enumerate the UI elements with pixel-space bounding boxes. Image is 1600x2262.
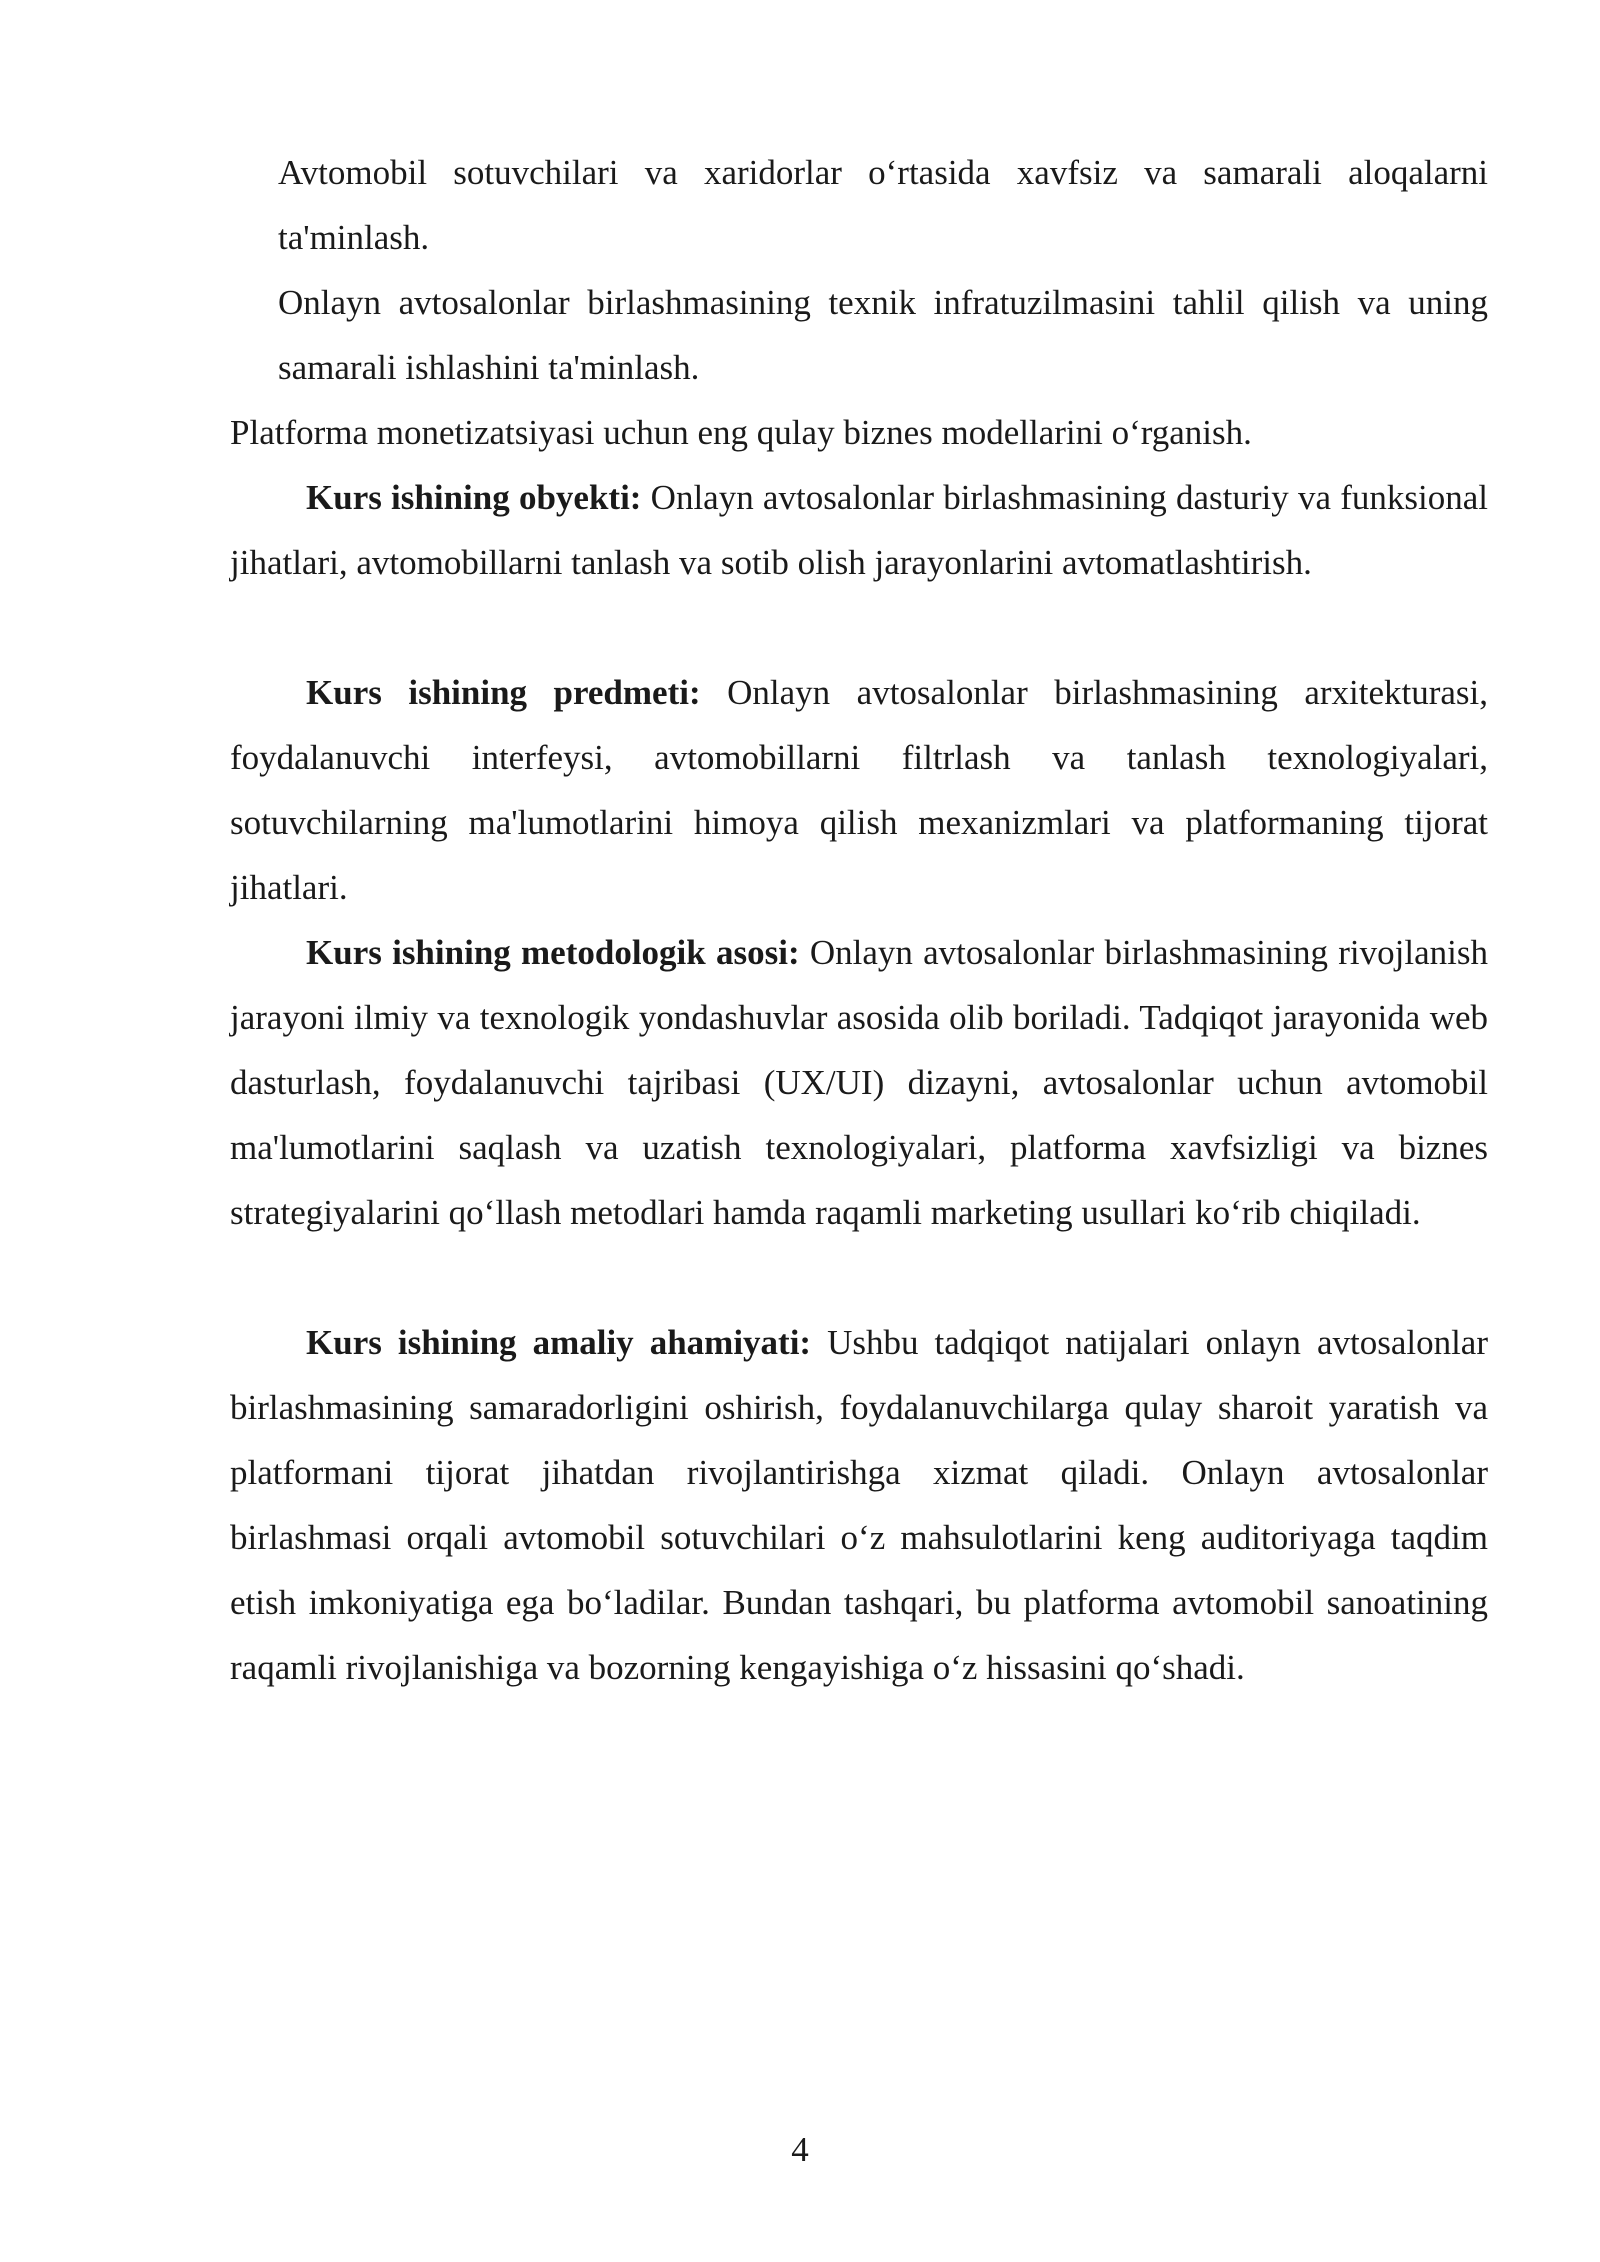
subject-text: Onlayn avtosalonlar birlashmasining arxitekturasi, foydalanuvchi interfeysi, avtomobillarni filtrlash va tanlash texnologiyalari, sotuvchilarning ma'lumotlarini himoya qilish mexanizmlari va platformaning tijorat jihatlari. bbox=[230, 673, 1488, 907]
practical-paragraph bbox=[230, 1310, 1488, 1700]
monetization-line: Platforma monetizatsiyasi uchun eng qulay biznes modellarini o‘rganish. bbox=[230, 413, 1252, 452]
list-item-secure-communication: Avtomobil sotuvchilari va xaridorlar o‘rtasida xavfsiz va samarali aloqalarni ta'minlash. bbox=[278, 153, 1488, 257]
list-item-technical-infrastructure: Onlayn avtosalonlar birlashmasining texnik infratuzilmasini tahlil qilish va uning samarali ishlashini ta'minlash. bbox=[278, 283, 1488, 387]
methodology-label: Kurs ishining metodologik asosi: bbox=[306, 933, 800, 972]
methodology-paragraph bbox=[230, 920, 1488, 1245]
subject-label: Kurs ishining predmeti: bbox=[306, 673, 701, 712]
object-label: Kurs ishining obyekti: bbox=[306, 478, 642, 517]
page-number: 4 bbox=[791, 2130, 809, 2169]
subject-paragraph bbox=[230, 660, 1488, 920]
methodology-text: Onlayn avtosalonlar birlashmasining rivojlanish jarayoni ilmiy va texnologik yondashuvlar asosida olib boriladi. Tadqiqot jarayonida web dasturlash, foydalanuvchi tajribasi (UX/UI) dizayni, avtosalonlar uchun avtomobil ma'lumotlarini saqlash va uzatish texnologiyalari, platforma xavfsizligi va biznes strategiyalarini qo‘llash metodlari hamda raqamli marketing usullari ko‘rib chiqiladi. bbox=[230, 933, 1488, 1232]
object-paragraph bbox=[230, 465, 1488, 595]
object-text: Onlayn avtosalonlar birlashmasining dasturiy va funksional jihatlari, avtomobillarni tanlash va sotib olish jarayonlarini avtomatlashtirish. bbox=[230, 478, 1488, 582]
practical-label: Kurs ishining amaliy ahamiyati: bbox=[306, 1323, 812, 1362]
practical-text: Ushbu tadqiqot natijalari onlayn avtosalonlar birlashmasining samaradorligini oshirish, foydalanuvchilarga qulay sharoit yaratish va platformani tijorat jihatdan rivojlantirishga xizmat qiladi. Onlayn avtosalonlar birlashmasi orqali avtomobil sotuvchilari o‘z mahsulotlarini keng auditoriyaga taqdim etish imkoniyatiga ega bo‘ladilar. Bundan tashqari, bu platforma avtomobil sanoatining raqamli rivojlanishiga va bozorning kengayishiga o‘z hissasini qo‘shadi. bbox=[230, 1323, 1488, 1687]
